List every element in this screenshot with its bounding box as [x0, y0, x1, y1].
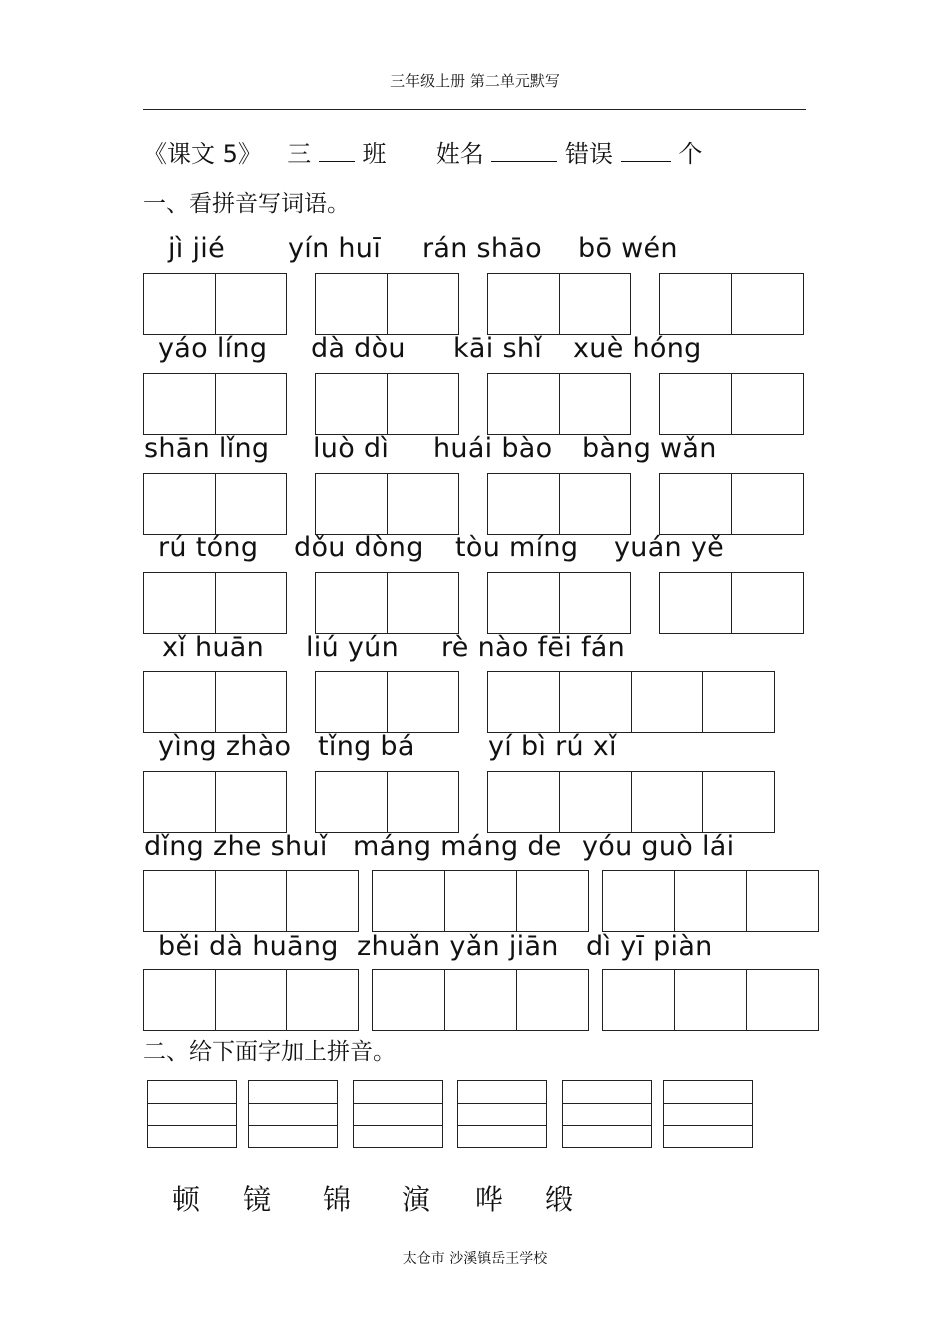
pinyin-guide-line — [249, 1125, 337, 1126]
writing-cell[interactable] — [316, 573, 388, 633]
header-rule — [143, 109, 806, 110]
pinyin-label: xuè hóng — [573, 333, 702, 364]
writing-box[interactable] — [659, 473, 804, 535]
writing-cell[interactable] — [660, 573, 732, 633]
writing-cell[interactable] — [287, 871, 358, 931]
writing-box[interactable] — [143, 671, 287, 733]
pinyin-label: tǐng bá — [318, 731, 415, 762]
writing-box[interactable] — [143, 969, 359, 1031]
writing-cell[interactable] — [388, 672, 459, 732]
pinyin-writing-box[interactable] — [457, 1080, 547, 1148]
writing-cell[interactable] — [316, 374, 388, 434]
pinyin-guide-line — [148, 1103, 236, 1104]
pinyin-label: dǐng zhe shuǐ — [144, 831, 328, 862]
pinyin-label: rán shāo — [422, 233, 542, 264]
character-label: 哗 — [475, 1183, 504, 1216]
writing-cell[interactable] — [216, 374, 287, 434]
class-label: 班 — [362, 140, 387, 168]
writing-cell[interactable] — [517, 871, 588, 931]
writing-box[interactable] — [372, 870, 589, 932]
writing-cell[interactable] — [388, 474, 459, 534]
writing-cell[interactable] — [488, 573, 560, 633]
writing-cell[interactable] — [216, 474, 287, 534]
writing-cell[interactable] — [445, 970, 517, 1030]
pinyin-label: máng máng de — [353, 831, 562, 862]
writing-cell[interactable] — [632, 772, 704, 832]
writing-cell[interactable] — [660, 274, 732, 334]
writing-cell[interactable] — [144, 970, 216, 1030]
writing-box[interactable] — [487, 373, 631, 435]
writing-cell[interactable] — [488, 274, 560, 334]
writing-cell[interactable] — [747, 871, 818, 931]
writing-cell[interactable] — [675, 871, 747, 931]
writing-box[interactable] — [143, 273, 287, 335]
pinyin-label: kāi shǐ — [453, 333, 543, 364]
section1-title: 一、看拼音写词语。 — [143, 191, 350, 217]
pinyin-writing-box[interactable] — [248, 1080, 338, 1148]
pinyin-guide-line — [249, 1103, 337, 1104]
writing-cell[interactable] — [732, 374, 803, 434]
name-label: 姓名 — [435, 140, 484, 168]
page-footer: 太仓市 沙溪镇岳王学校 — [402, 1251, 548, 1267]
section2-title: 二、给下面字加上拼音。 — [143, 1039, 396, 1065]
pinyin-guide-line — [354, 1125, 442, 1126]
pinyin-guide-line — [664, 1103, 752, 1104]
writing-box[interactable] — [143, 572, 287, 634]
writing-cell[interactable] — [560, 672, 632, 732]
writing-cell[interactable] — [216, 274, 287, 334]
writing-cell[interactable] — [632, 672, 704, 732]
writing-cell[interactable] — [488, 672, 560, 732]
pinyin-label: tòu míng — [455, 532, 579, 563]
writing-box[interactable] — [143, 473, 287, 535]
pinyin-writing-box[interactable] — [562, 1080, 652, 1148]
writing-cell[interactable] — [216, 672, 287, 732]
writing-cell[interactable] — [560, 573, 631, 633]
writing-cell[interactable] — [316, 772, 388, 832]
writing-cell[interactable] — [675, 970, 747, 1030]
student-info-line — [143, 134, 702, 169]
pinyin-label: rè nào fēi fán — [441, 632, 626, 663]
pinyin-guide-line — [563, 1103, 651, 1104]
character-label: 缎 — [545, 1183, 574, 1216]
pinyin-label: yuán yě — [614, 532, 725, 563]
writing-cell[interactable] — [373, 871, 445, 931]
writing-cell[interactable] — [144, 374, 216, 434]
pinyin-label: xǐ huān — [162, 632, 265, 663]
writing-cell[interactable] — [488, 474, 560, 534]
page-header: 三年级上册 第二单元默写 — [390, 72, 560, 90]
pinyin-writing-box[interactable] — [353, 1080, 443, 1148]
writing-cell[interactable] — [216, 772, 287, 832]
pinyin-label: yáo líng — [158, 333, 268, 364]
writing-cell[interactable] — [732, 573, 803, 633]
writing-box[interactable] — [315, 373, 459, 435]
writing-cell[interactable] — [660, 374, 732, 434]
pinyin-label: luò dì — [313, 433, 390, 464]
pinyin-label: bàng wǎn — [582, 433, 717, 464]
writing-box[interactable] — [602, 870, 819, 932]
writing-cell[interactable] — [216, 573, 287, 633]
writing-cell[interactable] — [316, 474, 388, 534]
character-label: 镜 — [243, 1183, 272, 1216]
writing-cell[interactable] — [388, 274, 459, 334]
writing-box[interactable] — [602, 969, 819, 1031]
character-label: 锦 — [323, 1183, 352, 1216]
pinyin-guide-line — [664, 1125, 752, 1126]
pinyin-label: shān lǐng — [144, 433, 270, 464]
writing-cell[interactable] — [144, 672, 216, 732]
writing-cell[interactable] — [703, 672, 774, 732]
character-label: 顿 — [172, 1183, 201, 1216]
writing-cell[interactable] — [287, 970, 358, 1030]
pinyin-writing-box[interactable] — [663, 1080, 753, 1148]
count-label: 个 — [678, 140, 703, 168]
class-blank[interactable] — [319, 139, 355, 162]
writing-cell[interactable] — [732, 474, 803, 534]
pinyin-label: zhuǎn yǎn jiān — [357, 931, 559, 962]
writing-cell[interactable] — [144, 772, 216, 832]
grade-label: 三 — [287, 140, 312, 168]
writing-cell[interactable] — [388, 573, 459, 633]
writing-cell[interactable] — [388, 374, 459, 434]
pinyin-label: běi dà huāng — [158, 931, 339, 962]
writing-box[interactable] — [487, 273, 631, 335]
writing-box[interactable] — [143, 870, 359, 932]
writing-box[interactable] — [143, 373, 287, 435]
writing-cell[interactable] — [560, 374, 631, 434]
writing-cell[interactable] — [144, 871, 216, 931]
pinyin-label: dà dòu — [311, 333, 406, 364]
writing-box[interactable] — [315, 771, 459, 833]
writing-box[interactable] — [315, 572, 459, 634]
character-label: 演 — [402, 1183, 431, 1216]
pinyin-label: liú yún — [306, 632, 400, 663]
writing-box[interactable] — [315, 273, 459, 335]
pinyin-guide-line — [458, 1125, 546, 1126]
writing-box[interactable] — [315, 473, 459, 535]
pinyin-guide-line — [563, 1125, 651, 1126]
writing-cell[interactable] — [388, 772, 459, 832]
pinyin-guide-line — [148, 1125, 236, 1126]
writing-box[interactable] — [487, 572, 631, 634]
error-count-blank[interactable] — [621, 139, 671, 162]
pinyin-label: bō wén — [578, 233, 678, 264]
pinyin-label: jì jié — [168, 233, 225, 264]
pinyin-guide-line — [458, 1103, 546, 1104]
lesson-label: 《课文 5》 — [143, 140, 262, 168]
writing-box[interactable] — [487, 671, 775, 733]
writing-box[interactable] — [487, 771, 775, 833]
pinyin-label: dǒu dòng — [294, 532, 424, 563]
writing-cell[interactable] — [445, 871, 517, 931]
writing-cell[interactable] — [560, 274, 631, 334]
writing-cell[interactable] — [216, 970, 288, 1030]
writing-cell[interactable] — [488, 374, 560, 434]
pinyin-label: rú tóng — [158, 532, 259, 563]
writing-cell[interactable] — [316, 672, 388, 732]
writing-box[interactable] — [487, 473, 631, 535]
writing-cell[interactable] — [560, 474, 631, 534]
writing-cell[interactable] — [488, 772, 560, 832]
writing-cell[interactable] — [603, 871, 675, 931]
writing-box[interactable] — [143, 771, 287, 833]
writing-cell[interactable] — [144, 474, 216, 534]
writing-box[interactable] — [315, 671, 459, 733]
writing-box[interactable] — [372, 969, 589, 1031]
pinyin-writing-box[interactable] — [147, 1080, 237, 1148]
error-label: 错误 — [565, 140, 614, 168]
writing-cell[interactable] — [216, 871, 288, 931]
writing-cell[interactable] — [603, 970, 675, 1030]
writing-box[interactable] — [659, 273, 804, 335]
writing-cell[interactable] — [560, 772, 632, 832]
writing-cell[interactable] — [517, 970, 588, 1030]
writing-box[interactable] — [659, 572, 804, 634]
writing-cell[interactable] — [732, 274, 803, 334]
pinyin-label: yín huī — [288, 233, 382, 264]
pinyin-label: yìng zhào — [158, 731, 292, 762]
writing-cell[interactable] — [703, 772, 774, 832]
pinyin-label: yóu guò lái — [582, 831, 735, 862]
pinyin-guide-line — [354, 1103, 442, 1104]
pinyin-label: yí bì rú xǐ — [488, 731, 617, 762]
pinyin-label: dì yī piàn — [586, 931, 713, 962]
writing-cell[interactable] — [144, 274, 216, 334]
pinyin-label: huái bào — [433, 433, 553, 464]
writing-cell[interactable] — [316, 274, 388, 334]
writing-cell[interactable] — [373, 970, 445, 1030]
writing-cell[interactable] — [144, 573, 216, 633]
writing-cell[interactable] — [747, 970, 818, 1030]
writing-cell[interactable] — [660, 474, 732, 534]
name-blank[interactable] — [491, 139, 557, 162]
writing-box[interactable] — [659, 373, 804, 435]
